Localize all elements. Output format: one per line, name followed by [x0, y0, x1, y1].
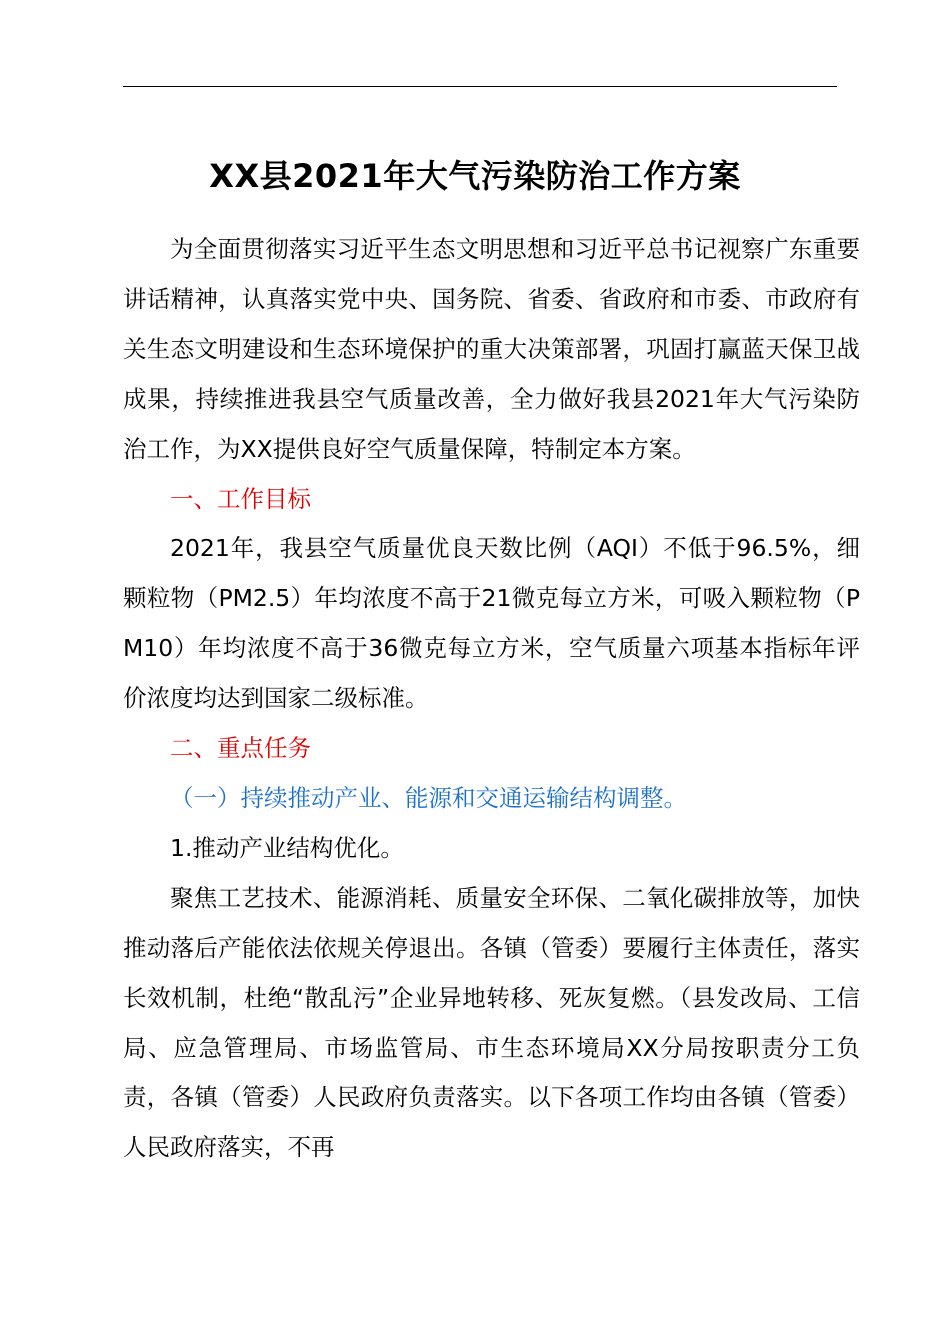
section-heading-tasks: 二、重点任务 — [170, 734, 311, 763]
industry-paragraph: 聚焦工艺技术、能源消耗、质量安全环保、二氧化碳排放等，加快推动落后产能依法依规关停退出。各镇（管委）要履行主体责任，落实长效机制，杜绝“散乱污”企业异地转移、死灰复燃。（县发改局、工信局、应急管理局、市场监管局、市生态环境局XX分局按职责分工负责，各镇（管委）人民政府负责落实。以下各项工作均由各镇（管委）人民政府落实，不再 — [123, 883, 860, 1162]
intro-paragraph: 为全面贯彻落实习近平生态文明思想和习近平总书记视察广东重要讲话精神，认真落实党中央、国务院、省委、省政府和市委、市政府有关生态文明建设和生态环境保护的重大决策部署，巩固打赢蓝天保卫战成果，持续推进我县空气质量改善，全力做好我县2021年大气污染防治工作，为XX提供良好空气质量保障，特制定本方案。 — [123, 235, 860, 463]
section-heading-goals: 一、工作目标 — [170, 484, 311, 513]
goals-paragraph: 2021年，我县空气质量优良天数比例（AQI）不低于96.5%，细颗粒物（PM2.5）年均浓度不高于21微克每立方米，可吸入颗粒物（PM10）年均浓度不高于36微克每立方米，空气质量六项基本指标年评价浓度均达到国家二级标准。 — [123, 534, 860, 713]
document-title: XX县2021年大气污染防治工作方案 — [209, 157, 741, 195]
subsection-heading-structure: （一）持续推动产业、能源和交通运输结构调整。 — [170, 783, 687, 812]
document-body — [123, 225, 860, 1173]
item-heading-industry: 1.推动产业结构优化。 — [170, 833, 404, 862]
header-rule — [123, 86, 837, 87]
